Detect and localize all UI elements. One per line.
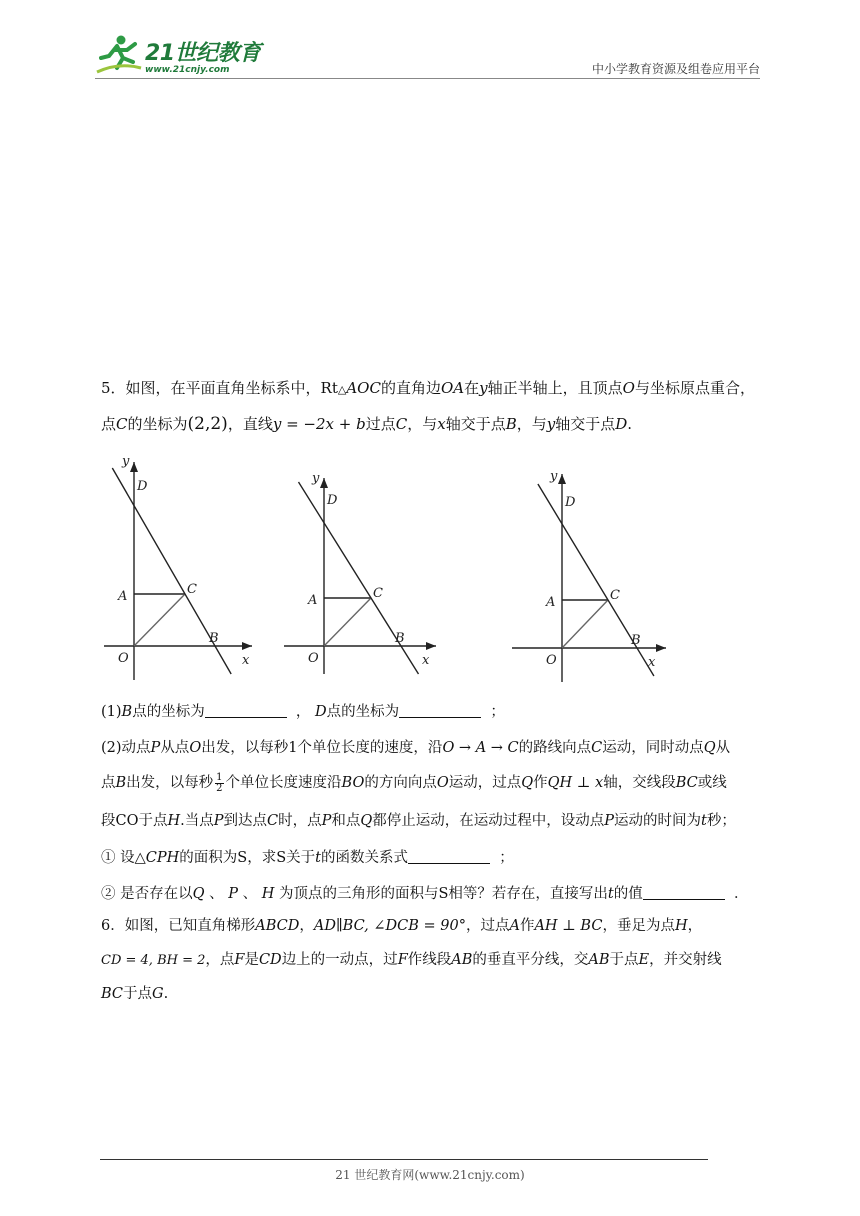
text: (2)动点 bbox=[101, 740, 151, 756]
text: ． bbox=[733, 886, 749, 902]
text: 秒； bbox=[706, 813, 736, 829]
math: Q bbox=[521, 775, 534, 791]
point-c-label: C bbox=[610, 588, 620, 603]
math: F bbox=[234, 952, 245, 968]
q5-subquestion-1 bbox=[101, 847, 771, 870]
text: 点 bbox=[101, 415, 117, 433]
text: 5．如图，在平面直角坐标系中，Rt bbox=[101, 379, 338, 397]
answer-blank-d[interactable] bbox=[399, 703, 481, 718]
q5-line-2 bbox=[101, 407, 771, 441]
text: 时，点 bbox=[278, 813, 322, 829]
text: 作线段 bbox=[407, 952, 452, 968]
text: 都停止运动，在运动过程中，设动点 bbox=[372, 813, 605, 829]
text: 的函数关系式 bbox=[320, 850, 408, 866]
platform-name: 中小学教育资源及组卷应用平台 bbox=[591, 62, 760, 76]
x-axis-arrow-icon bbox=[242, 642, 252, 650]
math: D bbox=[315, 704, 327, 720]
math: (2,2) bbox=[187, 414, 228, 434]
q5-subquestion-2 bbox=[101, 883, 771, 906]
text: 轴交于点 bbox=[445, 415, 506, 433]
math: AH ⊥ BC bbox=[534, 918, 603, 934]
footer-divider bbox=[100, 1159, 708, 1160]
math: P bbox=[228, 886, 238, 902]
math: CD = 4, BH = 2 bbox=[101, 953, 206, 968]
point-d-label: D bbox=[137, 479, 148, 494]
point-c-label: C bbox=[187, 582, 197, 597]
math: Q bbox=[192, 886, 205, 902]
logo-text: 21世纪教育 bbox=[145, 41, 261, 66]
text: ， bbox=[295, 704, 311, 720]
y-axis-arrow-icon bbox=[320, 478, 328, 488]
text: ； bbox=[499, 850, 514, 866]
text: 为顶点的三角形的面积与S相等？若存在，直接写出 bbox=[278, 886, 608, 902]
text: 段CO于点 bbox=[101, 813, 168, 829]
text: 边上的一动点，过 bbox=[281, 952, 398, 968]
y-axis-label: y bbox=[312, 471, 320, 486]
x-axis-label: x bbox=[648, 655, 656, 670]
q5-part-1 bbox=[101, 701, 771, 724]
fraction-denominator: 2 bbox=[216, 782, 223, 794]
math: AOC bbox=[346, 379, 381, 397]
origin-label: O bbox=[308, 651, 319, 666]
math: t bbox=[315, 850, 321, 866]
footer-text: 21 世纪教育网(www.21cnjy.com) bbox=[335, 1168, 525, 1182]
text: 轴，交线段 bbox=[603, 775, 676, 791]
q6-line-3 bbox=[101, 983, 771, 1006]
math: G bbox=[152, 986, 164, 1002]
text: 6．如图，已知直角梯形 bbox=[101, 918, 256, 934]
text: ，并交射线 bbox=[649, 952, 722, 968]
y-axis-arrow-icon bbox=[130, 462, 138, 472]
math: x bbox=[437, 415, 446, 433]
math: t bbox=[701, 813, 707, 829]
math: O → A → C bbox=[442, 740, 519, 756]
q5-line-1 bbox=[101, 371, 771, 407]
page-header bbox=[95, 32, 760, 78]
text: 、 bbox=[242, 886, 258, 902]
math: Q bbox=[360, 813, 373, 829]
fraction-one-half bbox=[215, 773, 223, 794]
math: t bbox=[607, 886, 614, 902]
text: ，直线 bbox=[227, 415, 273, 433]
text: 的面积为S，求S关于 bbox=[179, 850, 316, 866]
math: y = −2x + b bbox=[272, 415, 366, 433]
text: 的坐标为 bbox=[127, 415, 188, 433]
text: ，过点 bbox=[465, 918, 510, 934]
q6-line-2 bbox=[101, 949, 771, 972]
q5-part-2-line-2 bbox=[101, 772, 771, 795]
math: P bbox=[604, 813, 615, 829]
text: . bbox=[163, 986, 169, 1002]
math: CD bbox=[258, 952, 282, 968]
text: 点的坐标为 bbox=[326, 704, 400, 720]
text: ，点 bbox=[205, 952, 235, 968]
text: . bbox=[627, 415, 633, 433]
point-c-label: C bbox=[373, 586, 383, 601]
text: ① 设△ bbox=[101, 850, 146, 866]
text: 的值 bbox=[613, 886, 643, 902]
math: y bbox=[546, 415, 556, 433]
text: 是 bbox=[244, 952, 259, 968]
math: A bbox=[509, 918, 520, 934]
math: E bbox=[638, 952, 650, 968]
text: 过点 bbox=[365, 415, 396, 433]
figure-1 bbox=[100, 452, 270, 687]
math: O bbox=[622, 379, 635, 397]
math: D bbox=[615, 415, 628, 433]
origin-label: O bbox=[546, 653, 557, 668]
text: 个单位长度速度沿 bbox=[225, 775, 342, 791]
logo-url: www.21cnjy.com bbox=[145, 65, 230, 75]
answer-blank-s[interactable] bbox=[408, 849, 490, 864]
triangle-symbol: △ bbox=[337, 383, 347, 396]
x-axis-arrow-icon bbox=[426, 642, 436, 650]
text: 运动，过点 bbox=[448, 775, 522, 791]
math: ABCD bbox=[255, 918, 300, 934]
site-logo[interactable] bbox=[95, 32, 295, 78]
segment-oc bbox=[324, 598, 371, 646]
point-a-label: A bbox=[308, 593, 318, 608]
text: 的路线向点 bbox=[518, 740, 592, 756]
q5-part-2-line-3 bbox=[101, 810, 771, 833]
text: .当点 bbox=[180, 813, 214, 829]
fraction-numerator: 1 bbox=[216, 771, 223, 783]
point-a-label: A bbox=[118, 589, 128, 604]
text: 出发，以每秒1个单位长度的速度，沿 bbox=[201, 740, 443, 756]
math: C bbox=[267, 813, 279, 829]
math: B bbox=[505, 415, 517, 433]
math: OA bbox=[440, 379, 465, 397]
point-d-label: D bbox=[327, 493, 338, 508]
origin-label: O bbox=[118, 651, 129, 666]
math: BC bbox=[101, 986, 124, 1002]
math: O bbox=[189, 740, 202, 756]
y-axis-arrow-icon bbox=[558, 474, 566, 484]
x-axis-label: x bbox=[422, 653, 430, 668]
point-a-label: A bbox=[546, 595, 556, 610]
math: H bbox=[167, 813, 181, 829]
text: 运动，同时动点 bbox=[602, 740, 704, 756]
figure-3 bbox=[512, 452, 682, 687]
math: B bbox=[121, 704, 133, 720]
y-axis-label: y bbox=[122, 454, 130, 469]
point-b-label: B bbox=[631, 633, 641, 648]
segment-oc bbox=[562, 600, 608, 648]
text: 作 bbox=[533, 775, 548, 791]
question-5-statement bbox=[101, 371, 771, 441]
math: QH ⊥ x bbox=[547, 775, 604, 791]
math: F bbox=[397, 952, 408, 968]
text: ； bbox=[490, 704, 505, 720]
text: 轴正半轴上，且顶点 bbox=[487, 379, 623, 397]
math: B bbox=[115, 775, 127, 791]
text: ， bbox=[299, 918, 314, 934]
text: 的垂直平分线，交 bbox=[472, 952, 589, 968]
text: 轴交于点 bbox=[555, 415, 616, 433]
math: P bbox=[321, 813, 332, 829]
text: 从 bbox=[715, 740, 731, 756]
math: Q bbox=[703, 740, 716, 756]
math: C bbox=[395, 415, 408, 433]
text: (1) bbox=[101, 704, 122, 720]
math: AB bbox=[451, 952, 473, 968]
text: 的方向向点 bbox=[364, 775, 437, 791]
x-axis-arrow-icon bbox=[656, 644, 666, 652]
text: ， bbox=[687, 918, 703, 934]
text: 的直角边 bbox=[380, 379, 441, 397]
text: 到达点 bbox=[223, 813, 268, 829]
math: C bbox=[116, 415, 128, 433]
math: BC bbox=[675, 775, 698, 791]
text: 和点 bbox=[331, 813, 361, 829]
text: 或线 bbox=[697, 775, 727, 791]
answer-blank-t[interactable] bbox=[643, 885, 725, 900]
math: AB bbox=[588, 952, 610, 968]
math: P bbox=[150, 740, 161, 756]
text: 在 bbox=[464, 379, 480, 397]
point-d-label: D bbox=[565, 495, 576, 510]
runner-logo-icon bbox=[95, 32, 143, 78]
figures-row bbox=[100, 452, 680, 692]
text: 从点 bbox=[160, 740, 190, 756]
y-axis-label: y bbox=[550, 469, 558, 484]
q5-part-2-line-1 bbox=[101, 737, 771, 760]
text: 点 bbox=[101, 775, 116, 791]
header-divider bbox=[95, 78, 760, 79]
math: BO bbox=[341, 775, 365, 791]
math: P bbox=[213, 813, 224, 829]
math: y bbox=[479, 379, 488, 397]
text: 与坐标原点重合， bbox=[634, 379, 755, 397]
text: 点的坐标为 bbox=[132, 704, 205, 720]
math: CPH bbox=[145, 850, 180, 866]
text: ，垂足为点 bbox=[602, 918, 675, 934]
text: 于点 bbox=[609, 952, 639, 968]
text: 出发，以每秒 bbox=[126, 775, 214, 791]
figure-2 bbox=[284, 452, 454, 687]
math: AD∥BC, ∠DCB = 90° bbox=[313, 918, 466, 934]
math: C bbox=[591, 740, 603, 756]
segment-oc bbox=[134, 594, 185, 646]
answer-blank-b[interactable] bbox=[205, 703, 287, 718]
math: O bbox=[436, 775, 449, 791]
x-axis-label: x bbox=[242, 653, 250, 668]
q6-line-1 bbox=[101, 915, 771, 938]
math: H bbox=[261, 886, 275, 902]
text: 作 bbox=[519, 918, 535, 934]
text: 、 bbox=[209, 886, 224, 902]
text: 于点 bbox=[123, 986, 153, 1002]
text: ，与 bbox=[407, 415, 438, 433]
text: 运动的时间为 bbox=[614, 813, 702, 829]
text: ② 是否存在以 bbox=[101, 886, 193, 902]
point-b-label: B bbox=[209, 631, 219, 646]
text: ，与 bbox=[516, 415, 547, 433]
math: H bbox=[674, 918, 688, 934]
point-b-label: B bbox=[395, 631, 405, 646]
